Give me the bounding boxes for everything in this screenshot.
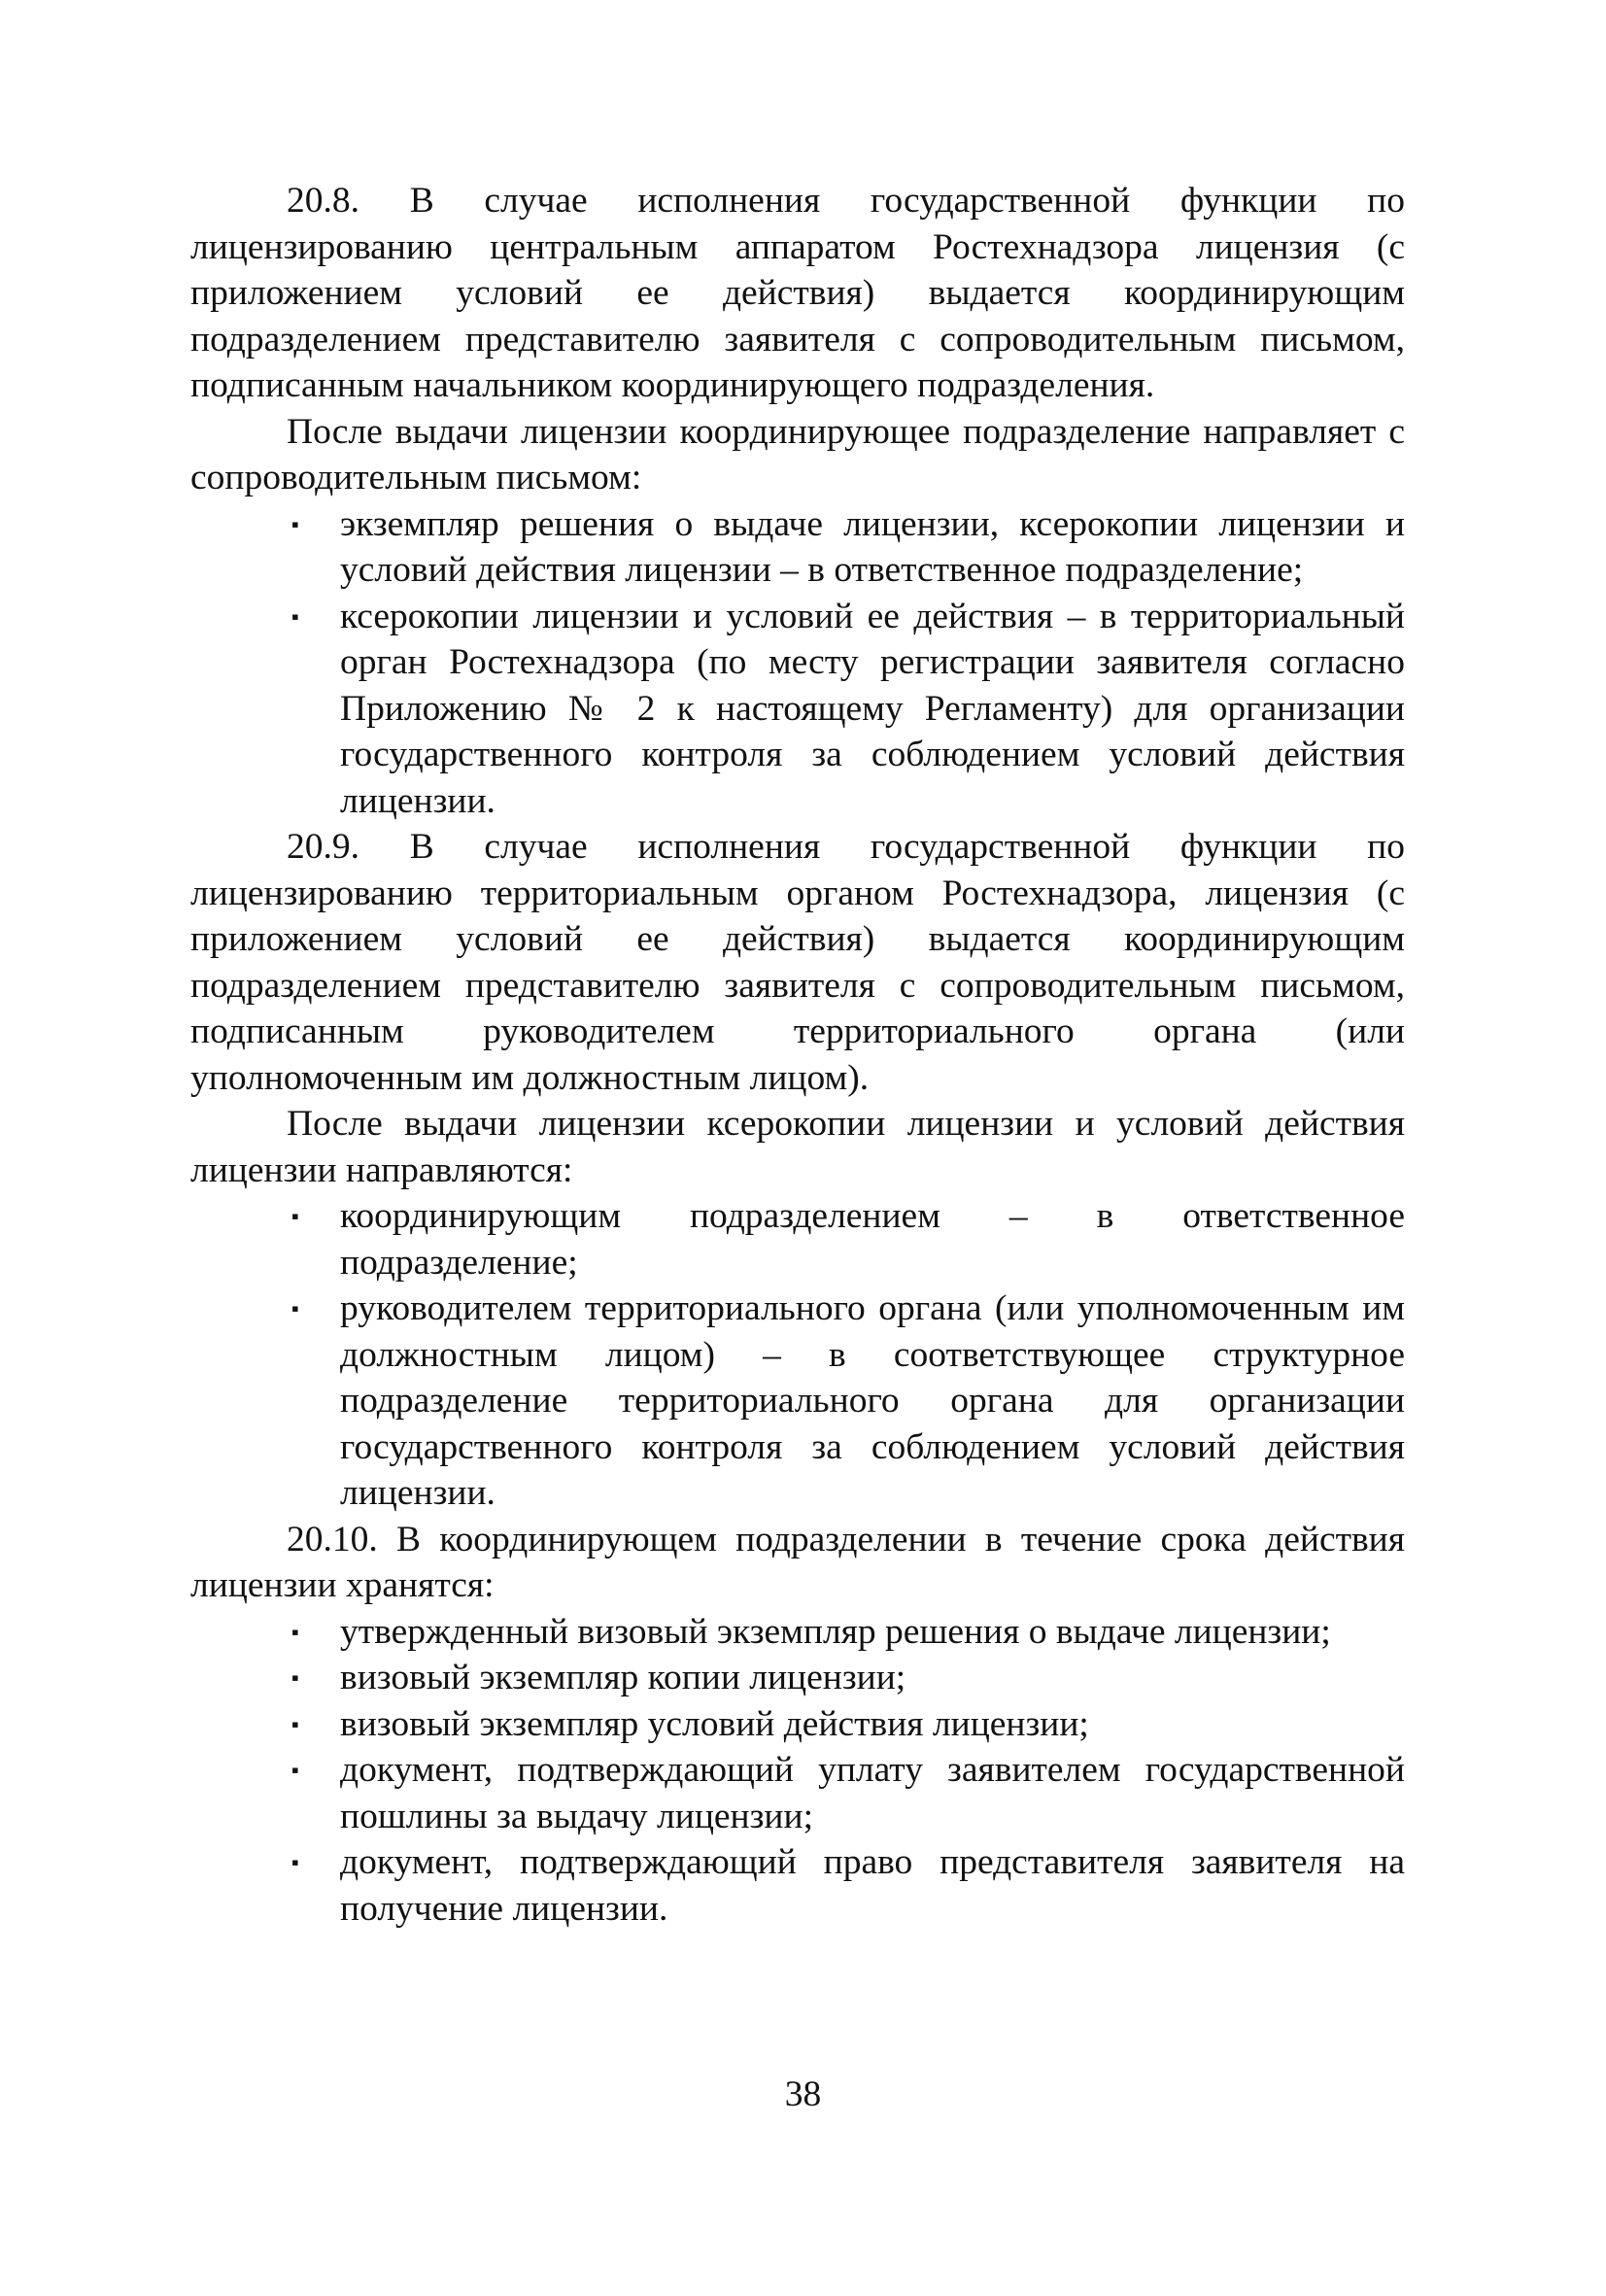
list-item (190, 1839, 1405, 1932)
bullet-icon: ▪ (291, 1758, 299, 1782)
list-item-text: экземпляр решения о выдаче лицензии, ксерокопии лицензии и условий действия лицензии – в ответственное подразделение; (340, 503, 1405, 590)
paragraph-20-9: 20.9. В случае исполнения государственной функции по лицензированию территориальным органом Ростехнадзора, лицензия (с приложением условий ее действия) выдается координирующим подразделением представителю заявителя с сопроводительным письмом, подписанным руководителем территориального органа (или уполномоченным им должностным лицом). (190, 827, 1405, 1098)
document-body (190, 178, 1405, 1932)
list-item-text: документ, подтверждающий уплату заявителем государственной пошлины за выдачу лицензии; (340, 1750, 1405, 1836)
bullet-icon: ▪ (291, 1665, 299, 1690)
paragraph-after-issue-1: После выдачи лицензии координирующее подразделение направляет с сопроводительным письмом: (190, 411, 1405, 497)
list-item-text: визовый экземпляр копии лицензии; (340, 1658, 906, 1697)
list-item-text: координирующим подразделением – в ответственное подразделение; (340, 1196, 1405, 1283)
list-item-text: визовый экземпляр условий действия лицензии; (340, 1703, 1089, 1744)
list-item (190, 501, 1405, 594)
bullet-icon: ▪ (291, 603, 299, 629)
bullet-icon: ▪ (291, 1850, 299, 1874)
paragraph-after-issue-2: После выдачи лицензии ксерокопии лицензии и условий действия лицензии направляются: (190, 1104, 1405, 1190)
page-number: 38 (784, 2074, 822, 2114)
bullet-list-2 (190, 1193, 1405, 1517)
bullet-icon: ▪ (291, 1296, 299, 1320)
list-item-text: руководителем территориального органа (или уполномоченным им должностным лицом) – в соответствующее структурное подразделение территориального органа для организации государственного контроля за соблюдением условий действия лицензии. (340, 1288, 1405, 1513)
bullet-icon: ▪ (291, 1619, 299, 1644)
list-item (190, 1609, 1405, 1656)
list-item-text: ксерокопии лицензии и условий ее действия – в территориальный орган Ростехнадзора (по месту регистрации заявителя согласно Приложению № 2 к настоящему Регламенту) для организации государственного контроля за соблюдением условий действия лицензии. (340, 596, 1405, 821)
list-item (190, 594, 1405, 825)
list-item (190, 1193, 1405, 1285)
bullet-icon: ▪ (291, 1204, 299, 1228)
list-item (190, 1701, 1405, 1748)
paragraph-20-8: 20.8. В случае исполнения государственной функции по лицензированию центральным аппаратом Ростехнадзора лицензия (с приложением условий ее действия) выдается координирующим подразделением представителю заявителя с сопроводительным письмом, подписанным начальником координирующего подразделения. (190, 181, 1405, 405)
bullet-icon: ▪ (291, 511, 299, 536)
paragraph-20-10: 20.10. В координирующем подразделении в течение срока действия лицензии хранятся: (190, 1519, 1405, 1605)
list-item-text: документ, подтверждающий право представителя заявителя на получение лицензии. (340, 1842, 1405, 1929)
list-item (190, 1747, 1405, 1839)
bullet-icon: ▪ (291, 1711, 299, 1736)
bullet-list-3 (190, 1609, 1405, 1933)
list-item-text: утвержденный визовый экземпляр решения о выдаче лицензии; (340, 1611, 1331, 1652)
bullet-list-1 (190, 501, 1405, 825)
list-item (190, 1285, 1405, 1517)
list-item (190, 1655, 1405, 1701)
